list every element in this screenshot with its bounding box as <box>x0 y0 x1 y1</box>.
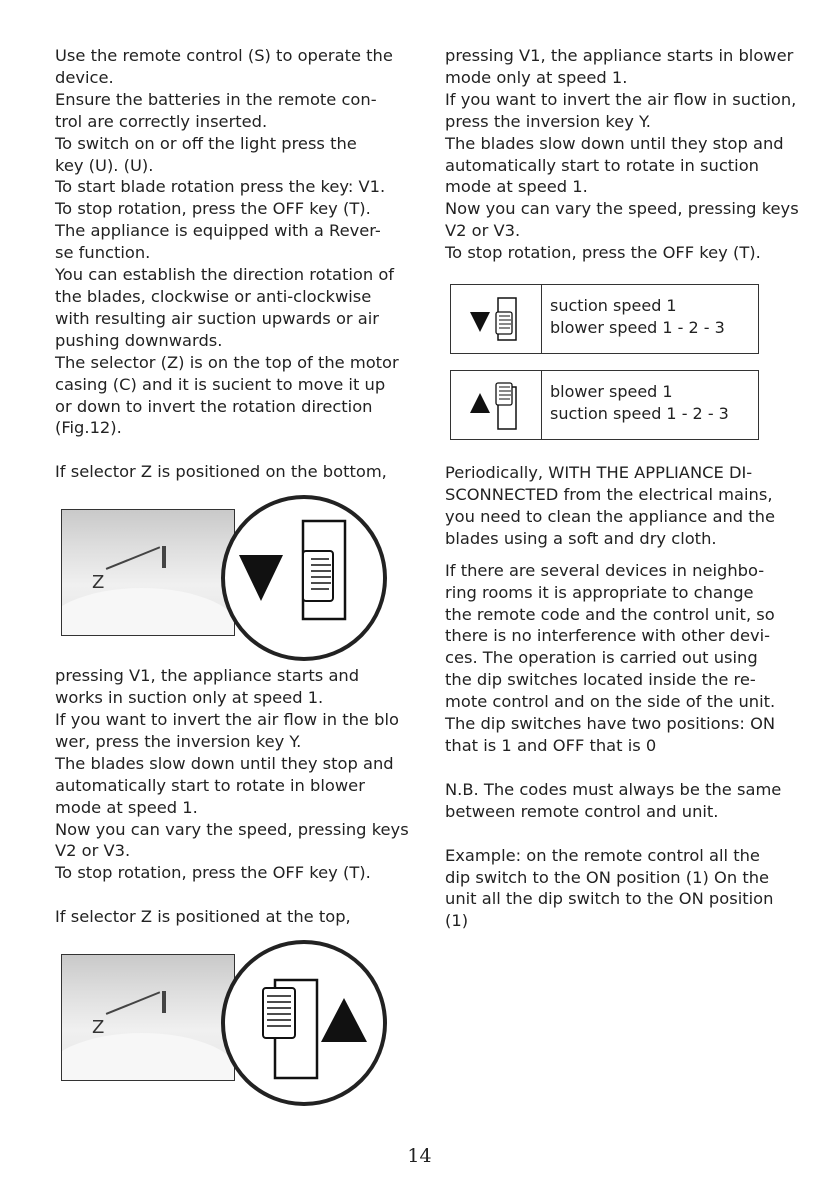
text-line: trol are correctly inserted. <box>55 111 268 131</box>
text-line: N.B. The codes must always be the same <box>445 779 782 799</box>
selector-down-illustration <box>225 499 383 657</box>
text-line: ces. The operation is carried out using <box>445 648 758 668</box>
text-line: se function. <box>55 243 151 263</box>
text-line: If there are several devices in neighbo- <box>445 560 765 580</box>
switch-down-icon <box>466 294 526 344</box>
text-line: Periodically, WITH THE APPLIANCE DI- <box>445 463 753 483</box>
text-line: To stop rotation, press the OFF key (T). <box>55 199 371 219</box>
motor-photo <box>61 509 235 636</box>
text-line: Ensure the batteries in the remote con- <box>55 89 377 109</box>
text-line: Use the remote control (S) to operate the <box>55 46 393 65</box>
selector-switch <box>162 991 166 1013</box>
text-line: device. <box>55 67 114 87</box>
text-line: automatically start to rotate in suction <box>445 155 759 175</box>
text-line: key (U). (U). <box>55 155 154 175</box>
left-column <box>55 45 422 1110</box>
text-line: ring rooms it is appropriate to change <box>445 582 754 602</box>
leader-line <box>106 992 160 1015</box>
text-line: To switch on or off the light press the <box>55 133 357 153</box>
arrow-up-icon <box>321 998 367 1042</box>
text-line: unit all the dip switch to the ON position <box>445 889 774 909</box>
text-line: dip switch to the ON position (1) On the <box>445 867 770 887</box>
page-number: 14 <box>407 1145 432 1167</box>
mode-down-icon-cell <box>451 285 542 353</box>
arrow-down-icon <box>239 555 283 601</box>
label-z: Z <box>92 572 105 594</box>
selector-up-illustration <box>225 944 383 1102</box>
text-line: (1) <box>445 911 469 931</box>
text-line: the blades, clockwise or anti-clockwise <box>55 286 372 306</box>
text-line: pushing downwards. <box>55 330 223 350</box>
mode-up-icon-cell <box>451 371 542 439</box>
text-line: pressing V1, the appliance starts and <box>55 666 360 686</box>
text-line: or down to invert the rotation direction <box>55 396 373 416</box>
text-line: the remote code and the control unit, so <box>445 604 775 624</box>
text-line: V2 or V3. <box>55 841 131 861</box>
text-line: You can establish the direction rotation of <box>55 265 395 285</box>
text-line: The dip switches have two positions: ON <box>445 714 776 734</box>
text-line: (Fig.12). <box>55 418 122 438</box>
table-line: blower speed 1 - 2 - 3 <box>550 317 725 337</box>
intro-text <box>55 45 422 439</box>
text-line: works in suction only at speed 1. <box>55 688 324 708</box>
text-line: If you want to invert the air flow in the blo <box>55 710 399 730</box>
mode-table-row-down <box>450 284 759 354</box>
selector-bottom-figure <box>61 495 391 655</box>
right-column <box>445 45 813 932</box>
text-line: Now you can vary the speed, pressing keys <box>445 199 799 219</box>
text-line: there is no interference with other devi- <box>445 626 771 646</box>
selector-top-text <box>445 45 813 264</box>
text-line: you need to clean the appliance and the <box>445 506 775 526</box>
text-line: mode at speed 1. <box>445 177 588 197</box>
text-line: casing (C) and it is sucient to move it up <box>55 374 386 394</box>
nb-text <box>445 779 813 823</box>
selector-top-figure <box>61 940 391 1100</box>
dip-switch-text <box>445 560 813 757</box>
selector-top-heading: If selector Z is positioned at the top, <box>55 907 351 927</box>
text-line: The selector (Z) is on the top of the motor <box>55 352 399 372</box>
text-line: To stop rotation, press the OFF key (T). <box>445 243 761 263</box>
switch-up-icon <box>466 377 526 433</box>
selector-bottom-text <box>55 665 422 884</box>
zoom-circle <box>221 495 387 661</box>
leader-line <box>106 547 160 570</box>
text-line: SCONNECTED from the electrical mains, <box>445 484 773 504</box>
text-line: blades using a soft and dry cloth. <box>445 528 717 548</box>
text-line: To stop rotation, press the OFF key (T). <box>55 863 371 883</box>
text-line: If you want to invert the air flow in suction, <box>445 89 797 109</box>
text-line: To start blade rotation press the key: V1. <box>55 177 386 197</box>
text-line: that is 1 and OFF that is 0 <box>445 735 657 755</box>
text-line: The blades slow down until they stop and <box>445 133 784 153</box>
text-line: press the inversion key Y. <box>445 111 651 131</box>
text-line: pressing V1, the appliance starts in blower <box>445 46 794 65</box>
motor-casing-shape <box>61 1033 235 1081</box>
text-line: mode at speed 1. <box>55 797 198 817</box>
text-line: automatically start to rotate in blower <box>55 775 365 795</box>
text-line: The appliance is equipped with a Rever- <box>55 221 381 241</box>
cleaning-text <box>445 462 813 550</box>
text-line: Now you can vary the speed, pressing keys <box>55 819 409 839</box>
example-text <box>445 845 813 933</box>
text-line: V2 or V3. <box>445 221 521 241</box>
selector-switch <box>162 546 166 568</box>
table-line: blower speed 1 <box>550 382 673 402</box>
motor-casing-shape <box>61 588 235 636</box>
motor-photo <box>61 954 235 1081</box>
text-line: the dip switches located inside the re- <box>445 670 756 690</box>
selector-bottom-heading: If selector Z is positioned on the bottom, <box>55 462 387 482</box>
text-line: wer, press the inversion key Y. <box>55 731 302 751</box>
text-line: The blades slow down until they stop and <box>55 753 394 773</box>
text-line: with resulting air suction upwards or air <box>55 308 379 328</box>
text-line: between remote control and unit. <box>445 801 719 821</box>
text-line: mote control and on the side of the unit. <box>445 692 776 712</box>
table-line: suction speed 1 <box>550 296 677 316</box>
mode-table-row-up <box>450 370 759 440</box>
text-line: mode only at speed 1. <box>445 67 628 87</box>
zoom-circle <box>221 940 387 1106</box>
text-line: Example: on the remote control all the <box>445 845 760 865</box>
table-line: suction speed 1 - 2 - 3 <box>550 403 729 423</box>
label-z: Z <box>92 1017 105 1039</box>
